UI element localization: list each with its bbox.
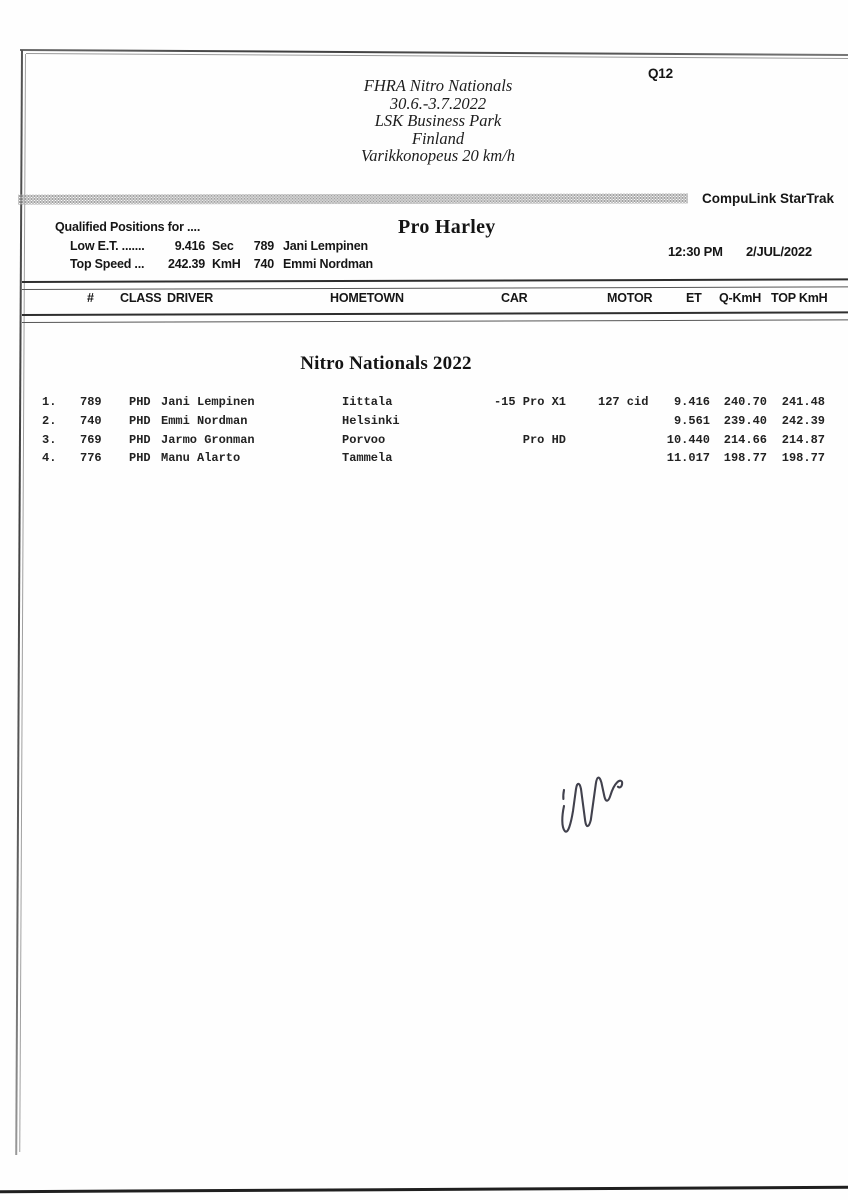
top-speed-car-number: 740 xyxy=(253,257,274,271)
event-venue: LSK Business Park xyxy=(374,111,502,130)
cell-qkmh: 239.40 xyxy=(723,413,767,428)
cell-number: 776 xyxy=(80,451,102,466)
top-speed-driver: Emmi Nordman xyxy=(283,257,373,271)
table-row xyxy=(0,451,848,470)
cell-qkmh: 198.77 xyxy=(723,451,767,466)
class-title: Pro Harley xyxy=(398,216,496,238)
top-speed-value: 242.39 xyxy=(167,257,205,271)
top-speed-row xyxy=(0,257,848,271)
cell-topkmh: 214.87 xyxy=(781,432,825,447)
event-header xyxy=(282,77,594,165)
column-header-hometown: HOMETOWN xyxy=(330,291,404,305)
event-dates: 30.6.-3.7.2022 xyxy=(389,93,487,113)
cell-topkmh: 242.39 xyxy=(781,413,825,428)
qualified-heading: Qualified Positions for .... xyxy=(55,220,201,234)
table-row xyxy=(0,433,848,452)
cell-car: -15 Pro X1 xyxy=(493,395,566,409)
cell-driver: Jarmo Gronman xyxy=(161,432,255,447)
low-et-label: Low E.T. ....... xyxy=(70,239,145,253)
cell-driver: Jani Lempinen xyxy=(161,395,255,409)
cell-number: 789 xyxy=(80,395,102,409)
cell-topkmh: 198.77 xyxy=(781,451,825,466)
cell-class: PHD xyxy=(129,395,151,409)
header-rule-top xyxy=(22,278,848,290)
column-header-topkmh: TOP KmH xyxy=(771,291,828,305)
cell-position: 2. xyxy=(42,413,57,428)
column-header-car: CAR xyxy=(501,291,528,305)
event-note: Varikkonopeus 20 km/h xyxy=(361,146,515,165)
session-label: Q12 xyxy=(648,66,673,81)
cell-qkmh: 214.66 xyxy=(723,432,767,447)
cell-hometown: Tammela xyxy=(342,451,393,466)
low-et-driver: Jani Lempinen xyxy=(283,239,368,253)
section-title: Nitro Nationals 2022 xyxy=(300,353,472,374)
results-header-row xyxy=(0,291,848,305)
cell-motor: 127 cid xyxy=(598,395,649,409)
column-header-class: CLASS xyxy=(120,291,162,305)
cell-position: 3. xyxy=(42,432,57,447)
low-et-value: 9.416 xyxy=(174,239,205,253)
cell-position: 1. xyxy=(42,395,57,409)
column-header-qkmh: Q-KmH xyxy=(719,291,762,305)
cell-et: 9.561 xyxy=(673,413,710,428)
cell-hometown: Helsinki xyxy=(342,413,400,428)
event-country: Finland xyxy=(411,128,465,148)
cell-class: PHD xyxy=(129,432,151,447)
results-rows xyxy=(0,395,848,470)
low-et-car-number: 789 xyxy=(253,239,274,253)
scan-bottom-bar xyxy=(0,1186,848,1193)
column-header-driver: DRIVER xyxy=(167,291,214,305)
cell-class: PHD xyxy=(129,413,151,428)
cell-number: 740 xyxy=(80,413,102,428)
cell-hometown: Iittala xyxy=(342,395,393,409)
print-date: 2/JUL/2022 xyxy=(746,244,812,259)
event-title: FHRA Nitro Nationals xyxy=(363,76,513,95)
column-header-number: # xyxy=(87,291,94,305)
low-et-unit: Sec xyxy=(212,239,234,253)
column-header-motor: MOTOR xyxy=(607,291,653,305)
cell-car: Pro HD xyxy=(522,432,566,447)
cell-driver: Emmi Nordman xyxy=(161,413,248,428)
column-header-et: ET xyxy=(686,291,702,305)
header-rule-bottom xyxy=(22,311,848,323)
cell-number: 769 xyxy=(80,432,102,447)
cell-et: 9.416 xyxy=(673,395,710,409)
cell-et: 11.017 xyxy=(666,451,710,466)
top-speed-unit: KmH xyxy=(212,257,241,271)
signature-scribble xyxy=(548,752,643,847)
halftone-divider xyxy=(18,193,688,204)
top-speed-label: Top Speed ... xyxy=(70,257,145,271)
print-time: 12:30 PM xyxy=(668,244,723,259)
cell-class: PHD xyxy=(129,451,151,466)
cell-topkmh: 241.48 xyxy=(781,395,825,409)
cell-position: 4. xyxy=(42,451,57,466)
cell-driver: Manu Alarto xyxy=(161,451,241,466)
cell-et: 10.440 xyxy=(666,432,710,447)
cell-hometown: Porvoo xyxy=(342,432,386,447)
cell-qkmh: 240.70 xyxy=(723,395,767,409)
table-row xyxy=(0,414,848,433)
timing-system-label: CompuLink StarTrak xyxy=(702,191,835,206)
table-row xyxy=(0,395,848,414)
